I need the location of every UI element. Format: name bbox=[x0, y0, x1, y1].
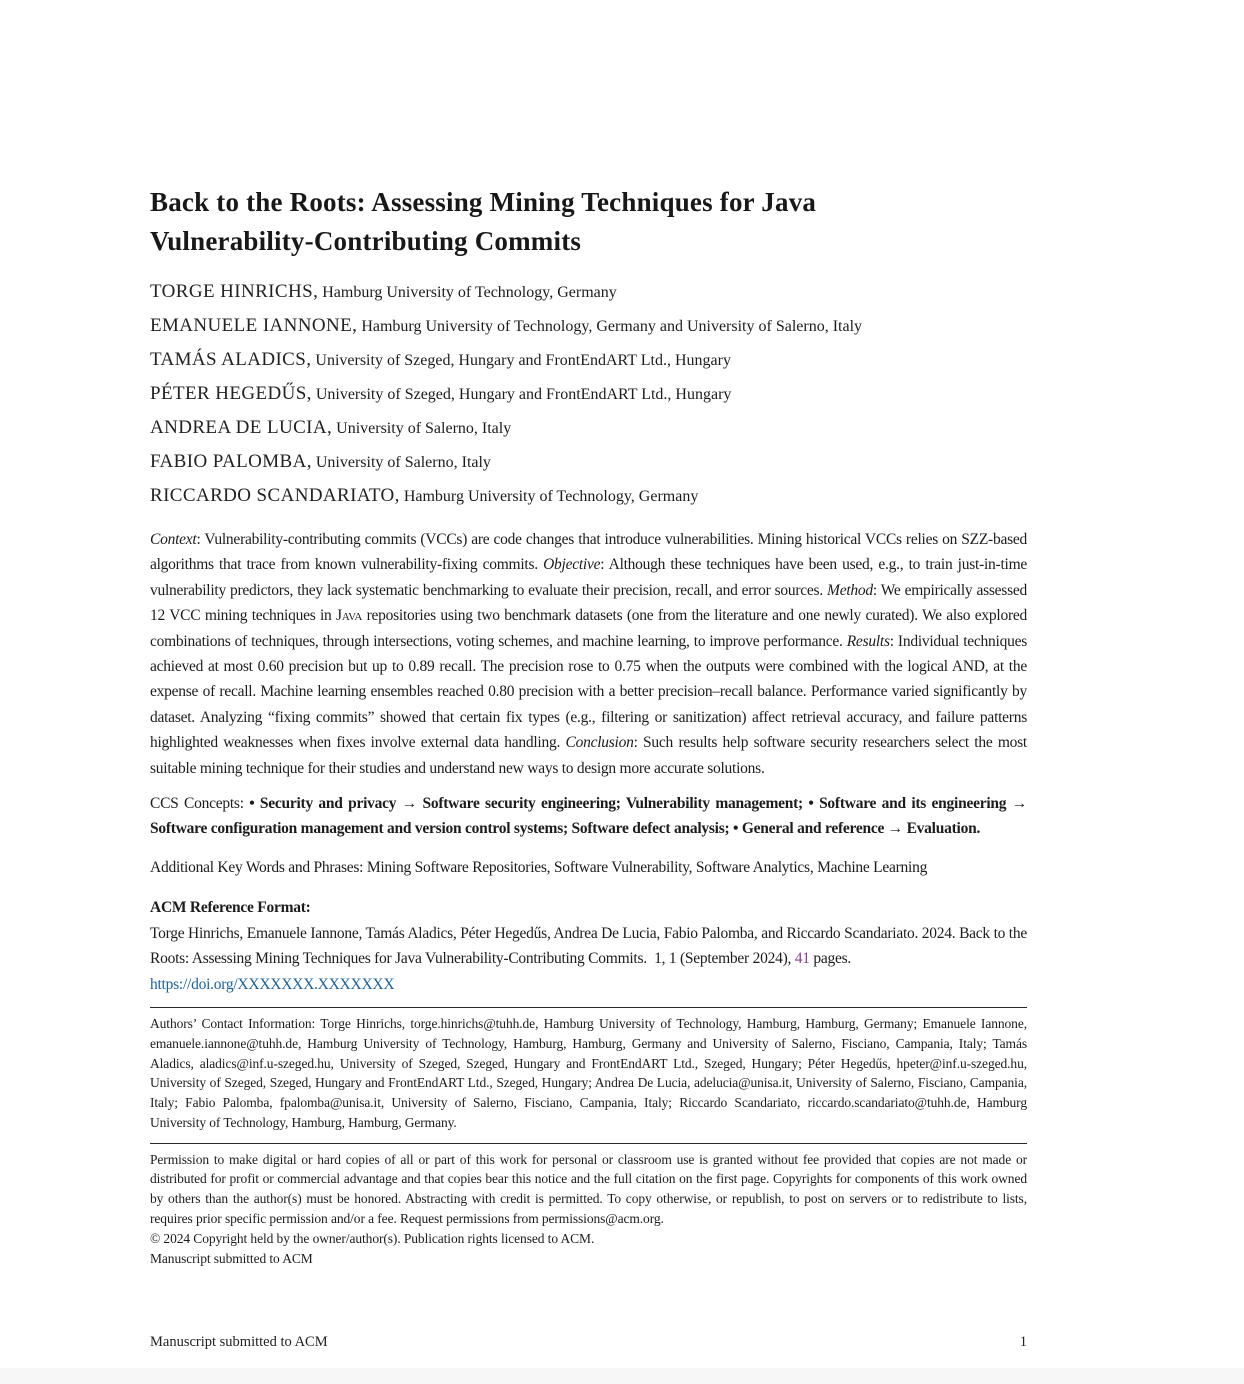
author-row bbox=[150, 445, 1027, 479]
author-affiliation: Hamburg University of Technology, Germany bbox=[403, 488, 699, 505]
permission-block bbox=[150, 1144, 1027, 1269]
author-row bbox=[150, 343, 1027, 377]
ccs-concepts: CCS Concepts: • Security and privacy → Software security engineering; Vulnerability management; • Software and its engineering → Software configuration management and version control systems; Software defect analysis; • General and reference → Evaluation. bbox=[150, 795, 1027, 838]
keywords-line: Additional Key Words and Phrases: Mining Software Repositories, Software Vulnerability, Software Analytics, Machine Learning bbox=[150, 858, 928, 876]
page-footer bbox=[150, 1334, 1027, 1351]
author-name: TAMÁS ALADICS, bbox=[150, 349, 312, 370]
author-name: ANDREA DE LUCIA, bbox=[150, 417, 333, 438]
bottom-edge-band bbox=[0, 1368, 1244, 1384]
author-affiliation: University of Szeged, Hungary and FrontEndART Ltd., Hungary bbox=[315, 386, 732, 403]
author-name: PÉTER HEGEDŰS, bbox=[150, 383, 312, 404]
author-row bbox=[150, 479, 1027, 513]
manuscript-note: Manuscript submitted to ACM bbox=[150, 1250, 313, 1266]
author-name: RICCARDO SCANDARIATO, bbox=[150, 485, 400, 506]
author-affiliation: University of Szeged, Hungary and FrontEndART Ltd., Hungary bbox=[315, 352, 731, 369]
author-row bbox=[150, 275, 1027, 309]
title-line-2: Vulnerability-Contributing Commits bbox=[150, 226, 582, 256]
doi-line bbox=[150, 972, 1027, 997]
doi-link[interactable]: https://doi.org/XXXXXXX.XXXXXXX bbox=[150, 975, 395, 993]
author-affiliation: University of Salerno, Italy bbox=[336, 420, 512, 437]
acm-reference-label: ACM Reference Format: bbox=[150, 899, 311, 917]
author-name: TORGE HINRICHS, bbox=[150, 281, 319, 302]
copyright-line: © 2024 Copyright held by the owner/author(s). Publication rights licensed to ACM. bbox=[150, 1230, 595, 1246]
footer-manuscript-label: Manuscript submitted to ACM bbox=[150, 1334, 328, 1350]
author-row bbox=[150, 411, 1027, 445]
author-list bbox=[150, 275, 1027, 513]
author-row bbox=[150, 377, 1027, 411]
author-name: FABIO PALOMBA, bbox=[150, 451, 312, 472]
author-name: EMANUELE IANNONE, bbox=[150, 315, 358, 336]
authors-contact-info: Authors’ Contact Information: Torge Hinrichs, torge.hinrichs@tuhh.de, Hamburg University of Technology, Hamburg, Hamburg, Germany; Emanuele Iannone, emanuele.iannone@tuhh.de, Hamburg University of Technology, Hamburg, Hamburg, Germany and University of Salerno, Fisciano, Campania, Italy; Tamás Aladics, aladics@inf.u-szeged.hu, University of Szeged, Szeged, Hungary and FrontEndART Ltd., Szeged, Hungary; Péter Hegedűs, hpeter@inf.u-szeged.hu, University of Szeged, Szeged, Hungary and FrontEndART Ltd., Szeged, Hungary; Andrea De Lucia, adelucia@unisa.it, University of Salerno, Fisciano, Campania, Italy; Fabio Palomba, fpalomba@unisa.it, University of Salerno, Fisciano, Campania, Italy; Riccardo Scandariato, riccardo.scandariato@tuhh.de, Hamburg University of Technology, Hamburg, Hamburg, Germany. bbox=[150, 1015, 1027, 1130]
author-affiliation: Hamburg University of Technology, Germany and University of Salerno, Italy bbox=[361, 318, 863, 335]
page-title bbox=[150, 0, 1027, 261]
text-column bbox=[150, 0, 1027, 1268]
author-affiliation: University of Salerno, Italy bbox=[315, 454, 491, 471]
title-line-1: Back to the Roots: Assessing Mining Techniques for Java bbox=[150, 187, 817, 217]
author-affiliation: Hamburg University of Technology, Germany bbox=[322, 284, 617, 301]
acm-reference-citation: Torge Hinrichs, Emanuele Iannone, Tamás Aladics, Péter Hegedűs, Andrea De Lucia, Fabio Palomba, and Riccardo Scandariato. 2024. Back to the Roots: Assessing Mining Techniques for Java Vulnerability-Contributing Commits. 1, 1 (September 2024), 41 pages. bbox=[150, 924, 1027, 968]
permission-text: Permission to make digital or hard copies of all or part of this work for personal or classroom use is granted without fee provided that copies are not made or distributed for profit or commercial advantage and that copies bear this notice and the full citation on the first page. Copyrights for components of this work owned by others than the author(s) must be honored. Abstracting with credit is permitted. To copy otherwise, or republish, to post on servers or to redistribute to lists, requires prior specific permission and/or a fee. Request permissions from permissions@acm.org. bbox=[150, 1151, 1027, 1227]
abstract-text: Context: Vulnerability-contributing commits (VCCs) are code changes that introduce vulnerabilities. Mining historical VCCs relies on SZZ-based algorithms that trace from known vulnerability-fixing commits. Objective: Although these techniques have been used, e.g., to train just-in-time vulnerability predictors, they lack systematic benchmarking to evaluate their precision, recall, and error sources. Method: We empirically assessed 12 VCC mining techniques in Java repositories using two benchmark datasets (one from the literature and one newly curated). We also explored combinations of techniques, through intersections, voting schemes, and machine learning, to improve performance. Results: Individual techniques achieved at most 0.60 precision but up to 0.89 recall. The precision rose to 0.75 when the outputs were combined with the logical AND, at the expense of recall. Machine learning ensembles reached 0.80 precision with a better precision–recall balance. Performance varied significantly by dataset. Analyzing “fixing commits” showed that certain fix types (e.g., filtering or sanitization) affect retrieval accuracy, and failure patterns highlighted weaknesses when fixes involve external data handling. Conclusion: Such results help software security researchers select the most suitable mining technique for their studies and understand new ways to design more accurate solutions. bbox=[150, 531, 1028, 777]
author-row bbox=[150, 309, 1027, 343]
footer-page-number: 1 bbox=[1019, 1334, 1027, 1350]
